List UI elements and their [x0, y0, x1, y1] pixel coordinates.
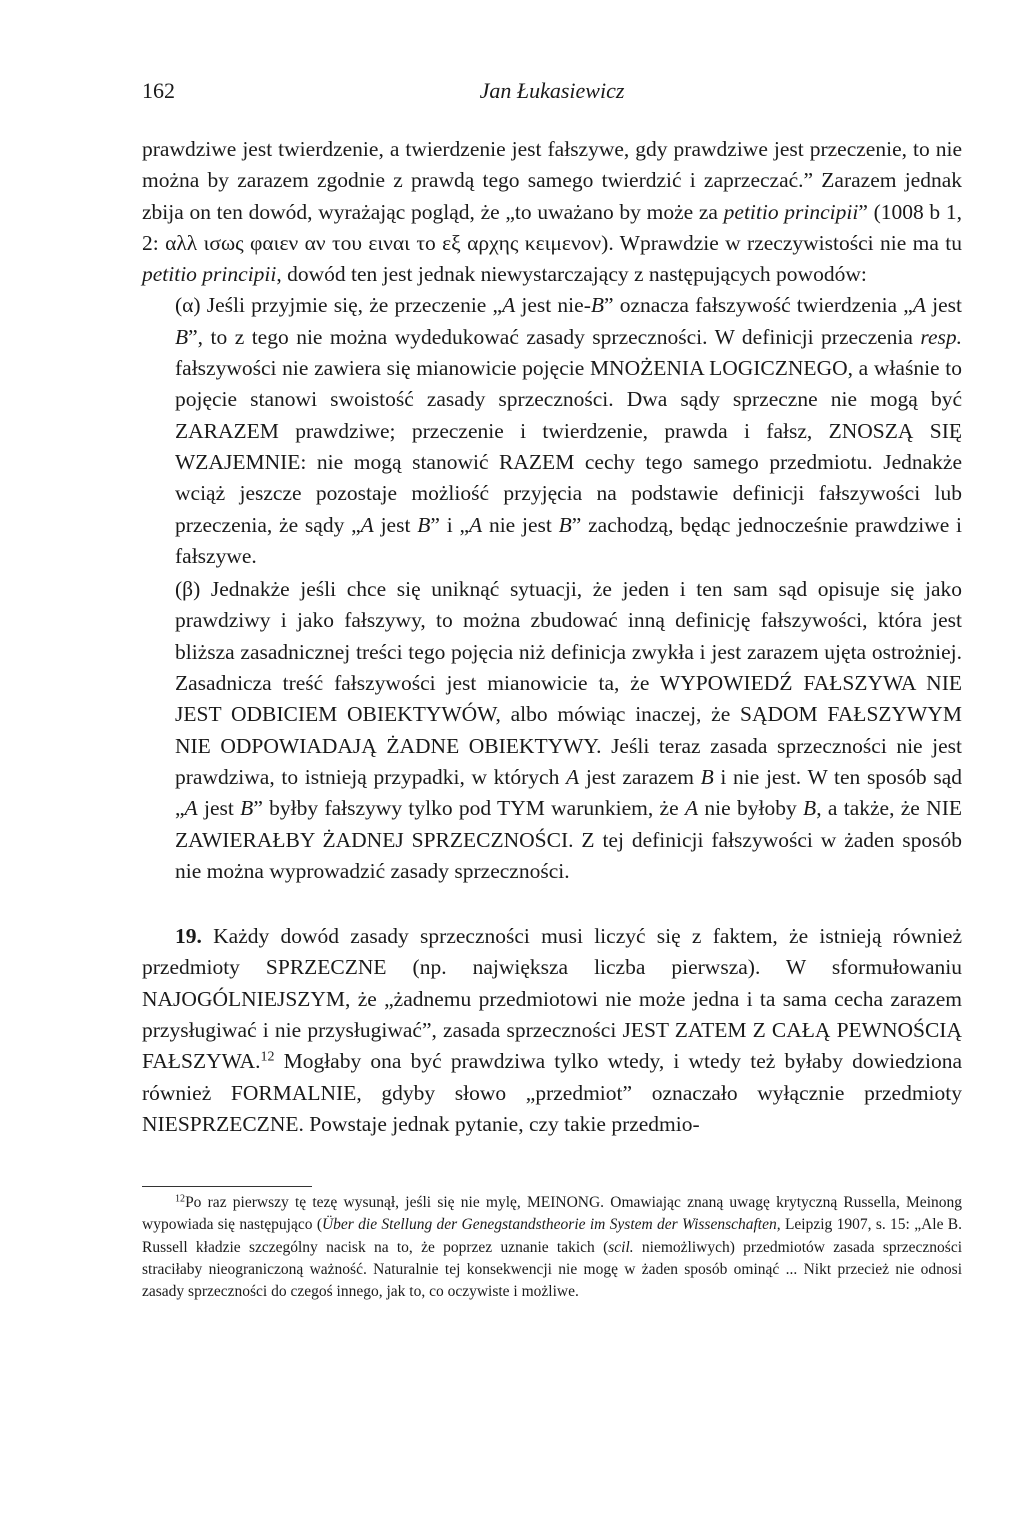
argument-alpha: (α) Jeśli przyjmie się, że przeczenie „A jest nie-B” oznacza fałszywość twierdzenia „A jest B”, to z tego nie można wydedukować zasady sprzeczności. W definicji przeczenia resp. fałszywości nie zawiera się mianowicie pojęcie MNOŻENIA LOGICZNEGO, a właśnie to pojęcie stanowi swoistość zasady sprzeczności. Dwa sądy sprzeczne nie mogą być ZARAZEM prawdziwe; przeczenie i twierdzenie, prawda i fałsz, ZNOSZĄ SIĘ WZAJEMNIE: nie mogą stanowić RAZEM cechy tego samego przedmiotu. Jednakże wciąż jeszcze pozostaje możliość przyjęcia na podstawie definicji fałszywości lub przeczenia, że sądy „A jest B” i „A nie jest B” zachodzą, będąc jednocześnie prawdziwe i fałszywe.	[175, 293, 963, 568]
page-header	[142, 78, 962, 108]
footnote-divider	[142, 1186, 312, 1187]
footnotes	[142, 1192, 962, 1303]
argument-list	[142, 290, 962, 887]
footnote-number: 12	[175, 1193, 186, 1205]
main-text	[142, 134, 962, 1140]
footnote-12: $^{12}$Po raz pierwszy tę tezę wysunął, jeśli się nie mylę, MEINONG. Omawiając znaną uwagę krytyczną Russella, Meinong wypowiada się następująco (Über die Stellung der Genegstandstheorie im System der Wissenschaften, Leipzig 1907, s. 15: „Ale B. Russell kładzie szczególny nacisk na to, że poprzez uznanie takich (scil. niemożliwych) przedmiotów zasada sprzeczności straciłaby nieograniczoną ważność. Naturalnie tej konsekwencji nie mogę w żaden sposób ominąć ... Nikt przecież nie odnosi zasady sprzeczności do czegoś innego, jak to, co oczywiste i możliwe.	[142, 1193, 963, 1301]
paragraph-continuation: prawdziwe jest twierdzenie, a twierdzenie jest fałszywe, gdy prawdziwe jest przeczenie, to nie można by zarazem zgodnie z prawdą tego samego twierdzić i zaprzeczać.” Zarazem jednak zbija on ten dowód, wyrażając pogląd, że „to uważano by może za petitio principii” (1008 b 1, 2: αλλ ισως φαιεν αν του ειναι το εξ αρχης κειμενον). Wprawdzie w rzeczywistości nie ma tu petitio principii, dowód ten jest jednak niewystarczający z następujących powodów:	[142, 137, 962, 287]
section-19-paragraph: 19. Każdy dowód zasady sprzeczności musi liczyć się z faktem, że istnieją również przedmioty SPRZECZNE (np. największa liczba pierwsza). W sformułowaniu NAJOGÓLNIEJSZYM, że „żadnemu przedmiotowi nie może jedna i ta sama cecha zarazem przysługiwać i nie przysługiwać”, zasada sprzeczności JEST ZATEM Z CAŁĄ PEWNOŚCIĄ FAŁSZYWA.$^{12}$ Mogłaby ona być prawdziwa tylko wtedy, i wtedy też byłaby dowiedziona również FORMALNIE, gdyby słowo „przedmiot” oznaczało wyłącznie przedmioty NIESPRZECZNE. Powstaje jednak pytanie, czy takie przedmio-	[142, 924, 962, 1136]
footnote-reference: 12	[260, 1049, 275, 1065]
section-number: 19.	[175, 924, 202, 949]
page-number: 162	[142, 78, 175, 103]
argument-beta: (β) Jednakże jeśli chce się uniknąć sytuacji, że jeden i ten sam sąd opisuje się jako prawdziwy i jako fałszywy, to można zbudować inną definicję fałszywości, która jest bliższa zasadnicznej treści tego pojęcia niż definicja zwykła i jest zarazem ujęta ostrożniej. Zasadnicza treść fałszywości jest mianowicie ta, że WYPOWIEDŹ FAŁSZYWA NIE JEST ODBICIEM OBIEKTYWÓW, albo mówiąc inaczej, że SĄDOM FAŁSZYWYM NIE ODPOWIADAJĄ ŻADNE OBIEKTYWY. Jeśli teraz zasada sprzeczności nie jest prawdziwa, to istnieją przypadki, w których A jest zarazem B i nie jest. W ten sposób sąd „A jest B” byłby fałszywy tylko pod TYM warunkiem, że A nie byłoby B, a także, że NIE ZAWIERAŁBY ŻADNEJ SPRZECZNOŚCI. Z tej definicji fałszywości w żaden sposób nie można wyprowadzić zasady sprzeczności.	[175, 577, 962, 883]
running-head: Jan Łukasiewicz	[479, 78, 625, 103]
